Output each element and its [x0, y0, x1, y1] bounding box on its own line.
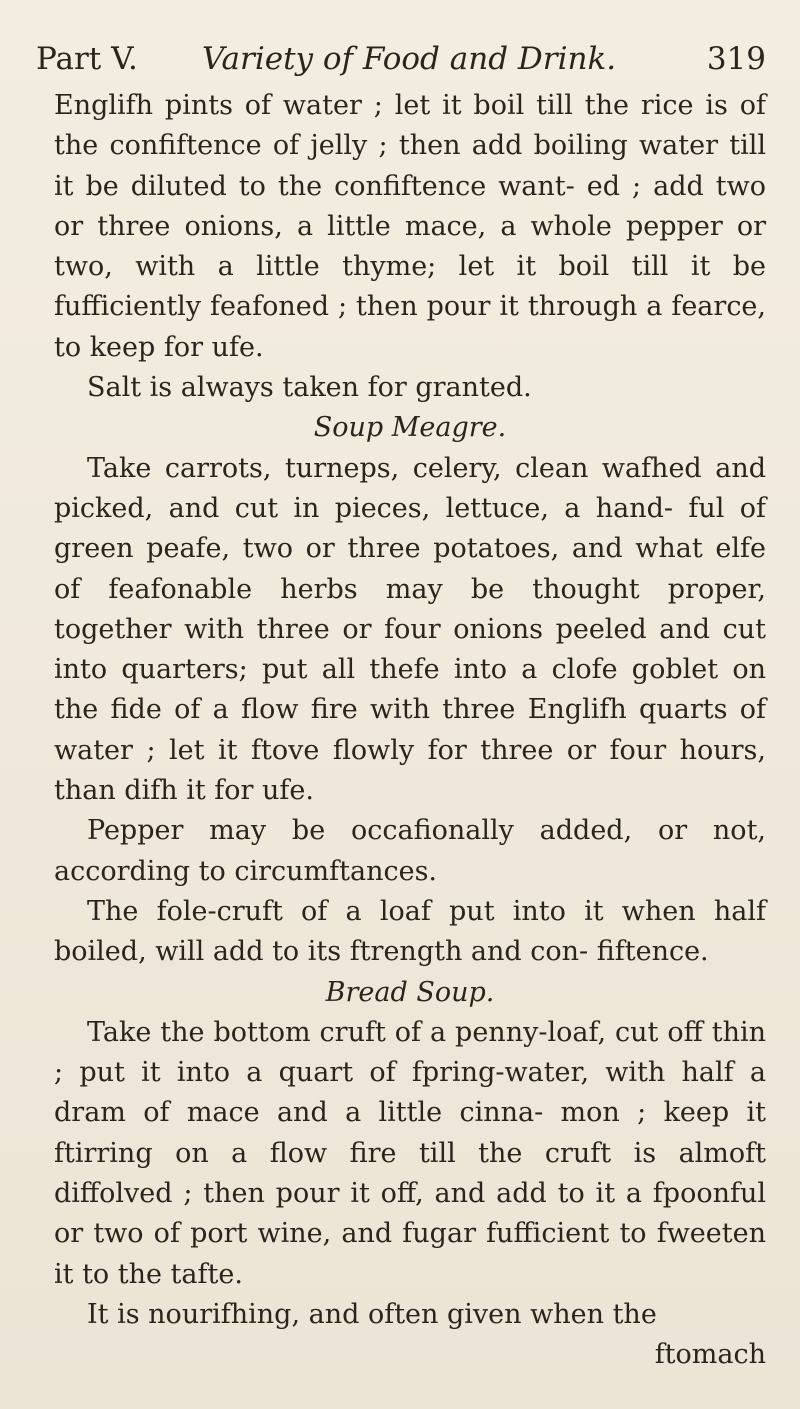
heading-soup-meagre: Soup Meagre. [313, 412, 507, 444]
running-header [36, 36, 766, 82]
page-number: 319 [706, 41, 766, 77]
paragraph-pepper-note: Pepper may be occafionally added, or not, according to circumftances. [54, 815, 766, 887]
paragraph-crust-note: The fole-cruft of a loaf put into it when half boiled, will add to its ftrength and con- fiftence. [54, 895, 766, 968]
paragraph-bread-soup-recipe: Take the bottom cruft of a penny-loaf, cut off thin ; put it into a quart of fpring-water, with half a dram of mace and a little cinna- mon ; keep it ftirring on a flow fire till the cruft is almoft diffolved ; then pour it off, and add to it a fpoonful or two of port wine, and fugar fufficient to fweeten it to the tafte. [54, 1016, 766, 1290]
body-text [54, 86, 766, 1376]
paragraph-continued: Englifh pints of water ; let it boil till the rice is of the confiftence of jelly ; then add boiling water till it be diluted to the confiftence want- ed ; add two or three onions, a little mace, a whole pepper or two, with a little thyme; let it boil till it be fufficiently feafoned ; then pour it through a fearce, to keep for ufe. [54, 90, 766, 363]
catchword: ftomach [654, 1339, 766, 1371]
paragraph-salt-note: Salt is always taken for granted. [87, 372, 532, 404]
part-label: Part V. [36, 41, 138, 77]
paragraph-nourishing-note: It is nourifhing, and often given when the [87, 1298, 657, 1330]
heading-bread-soup: Bread Soup. [325, 976, 495, 1008]
paragraph-soup-meagre-recipe: Take carrots, turneps, celery, clean wafhed and picked, and cut in pieces, lettuce, a hand- ful of green peafe, two or three potatoes, and what elfe of feafonable herbs may be thought proper, together with three or four onions peeled and cut into quarters; put all thefe into a clofe goblet on the fide of a flow fire with three Englifh quarts of water ; let it ftove flowly for three or four hours, than difh it for ufe. [54, 452, 766, 807]
running-title: Variety of Food and Drink. [202, 41, 617, 77]
